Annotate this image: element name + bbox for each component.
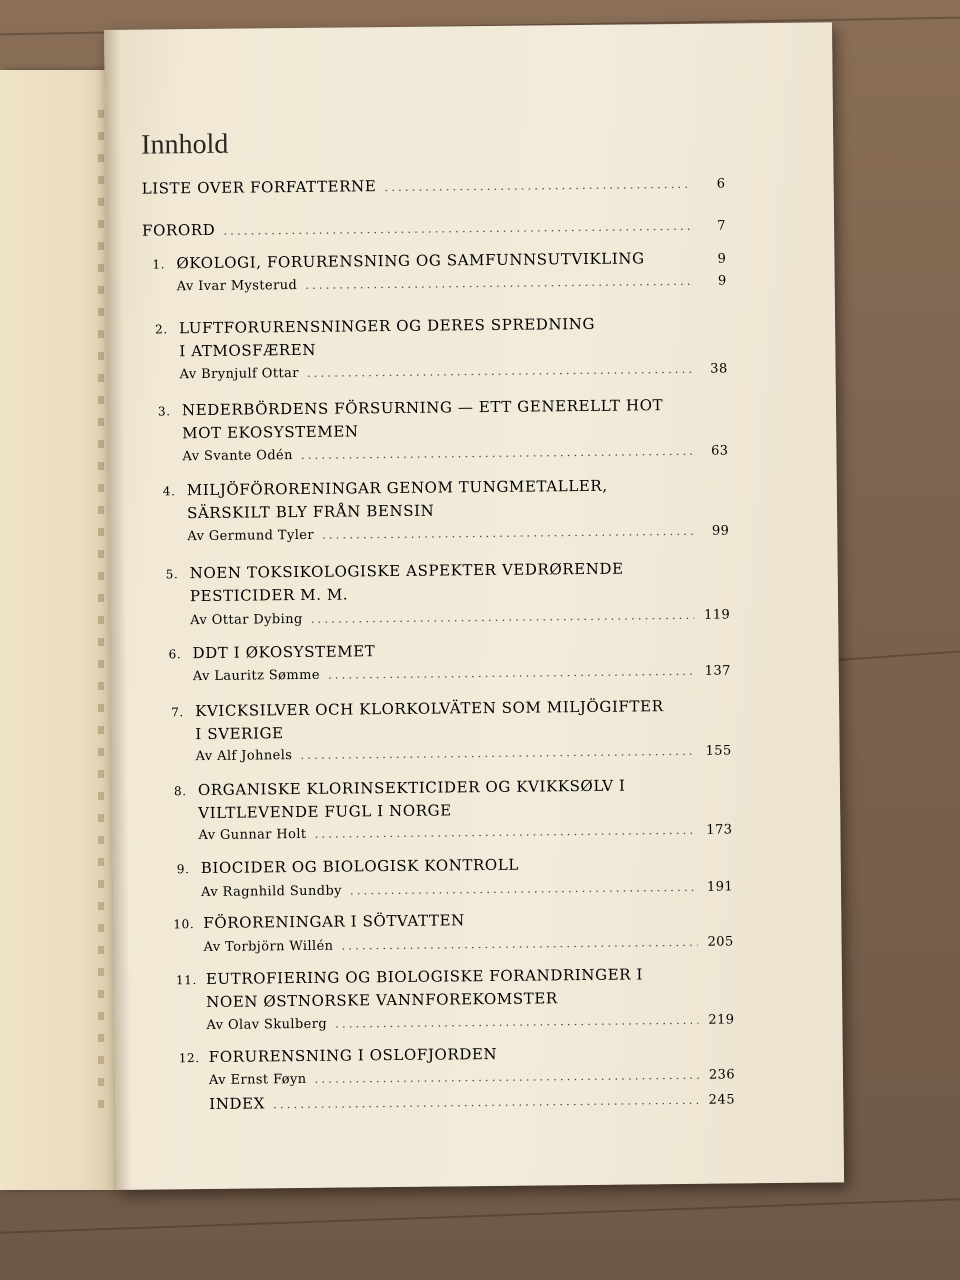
chapter-title: KVICKSILVER OCH KLORKOLVÄTEN SOM MILJÖGIFTER xyxy=(195,697,664,721)
chapter-title: NEDERBÖRDENS FÖRSURNING — ETT GENERELLT HOT xyxy=(181,396,664,420)
chapter-title-cont: SÄRSKILT BLY FRÅN BENSIN xyxy=(186,501,435,523)
chapter-title: BIOCIDER OG BIOLOGISK KONTROLL xyxy=(200,855,519,878)
toc-chapter-entry xyxy=(171,696,731,720)
chapter-author-line xyxy=(180,361,728,382)
chapter-number: 10. xyxy=(173,917,195,932)
chapter-title: ORGANISKE KLORINSEKTICIDER OG KVIKKSØLV I xyxy=(197,776,626,800)
leader-dots xyxy=(300,744,695,762)
index-label: INDEX xyxy=(209,1094,266,1113)
toc-chapter-entry xyxy=(166,558,730,582)
toc-chapter-entry xyxy=(168,638,730,662)
toc-page-number: 99 xyxy=(711,523,730,539)
chapter-author-line xyxy=(206,1012,734,1033)
toc-page-number: 191 xyxy=(706,879,734,895)
toc-page-number: 7 xyxy=(717,218,727,234)
chapter-author: Av Germund Tyler xyxy=(187,527,315,545)
toc-page-number: 137 xyxy=(704,663,731,679)
page-title: Innhold xyxy=(141,128,229,161)
chapter-title: MILJÖFÖRORENINGAR GENOM TUNGMETALLER, xyxy=(186,476,608,500)
toc-front-entry xyxy=(142,173,726,197)
leader-dots xyxy=(305,274,691,292)
chapter-author-line xyxy=(204,934,734,955)
chapter-title: EUTROFIERING OG BIOLOGISKE FORANDRINGER I xyxy=(205,965,644,988)
chapter-author-line xyxy=(187,523,729,544)
leader-dots xyxy=(322,524,693,542)
leader-dots xyxy=(301,444,693,462)
toc-page-number: 205 xyxy=(707,934,734,950)
chapter-title: LUFTFORURENSNINGER OG DERES SPREDNING xyxy=(179,314,596,338)
chapter-author: Av Ivar Mysterud xyxy=(176,277,298,295)
leader-dots xyxy=(314,823,696,841)
toc-chapter-entry xyxy=(174,775,732,799)
chapter-number: 7. xyxy=(171,705,184,720)
toc-page-number: 155 xyxy=(705,743,732,759)
contents-page xyxy=(104,22,844,1190)
chapter-author-line xyxy=(196,743,732,764)
toc-page-number: 6 xyxy=(716,176,726,192)
chapter-title-cont: NOEN ØSTNORSKE VANNFOREKOMSTER xyxy=(206,989,558,1011)
chapter-author: Av Gunnar Holt xyxy=(198,826,307,844)
chapter-author: Av Lauritz Sømme xyxy=(192,667,321,685)
chapter-number: 11. xyxy=(175,973,197,988)
leader-dots xyxy=(273,1093,699,1111)
leader-dots xyxy=(341,935,697,953)
toc-chapter-entry-cont xyxy=(179,336,727,360)
leader-dots xyxy=(307,362,692,380)
chapter-title: FÖRORENINGAR I SÖTVATTEN xyxy=(203,911,465,933)
toc-front-entry xyxy=(142,215,726,239)
toc-chapter-entry-cont xyxy=(206,987,734,1011)
leader-dots xyxy=(223,219,690,238)
toc-page-number: 236 xyxy=(708,1067,736,1083)
spine-stitching xyxy=(98,110,104,1110)
chapter-number: 1. xyxy=(152,257,166,272)
chapter-author: Av Torbjörn Willén xyxy=(203,938,334,956)
chapter-author-line xyxy=(190,607,730,628)
leader-dots xyxy=(314,1068,699,1086)
toc-chapter-entry-cont xyxy=(190,581,730,605)
chapter-title: FORURENSNING I OSLOFJORDEN xyxy=(208,1044,498,1066)
chapter-number: 5. xyxy=(165,567,179,582)
leader-dots xyxy=(311,608,695,626)
chapter-number: 6. xyxy=(168,647,182,662)
chapter-title: ØKOLOGI, FORURENSNING OG SAMFUNNSUTVIKLING xyxy=(176,249,645,273)
toc-chapter-entry xyxy=(177,853,733,877)
chapter-author: Av Olav Skulberg xyxy=(206,1016,328,1033)
toc-chapter-entry xyxy=(152,248,726,272)
toc-index-entry xyxy=(209,1089,735,1113)
chapter-number: 8. xyxy=(173,784,187,799)
toc-chapter-entry-cont xyxy=(187,498,729,522)
toc-page-number: 173 xyxy=(706,822,733,838)
chapter-title-cont: VILTLEVENDE FUGL I NORGE xyxy=(198,801,452,823)
chapter-title-cont: MOT EKOSYSTEMEN xyxy=(182,422,359,443)
leader-dots xyxy=(328,664,695,682)
chapter-author: Av Alf Johnels xyxy=(195,748,293,765)
chapter-title-cont: PESTICIDER M. M. xyxy=(189,585,349,606)
chapter-author: Av Ottar Dybing xyxy=(190,611,303,629)
toc-page-number: 245 xyxy=(708,1092,736,1108)
chapter-number: 12. xyxy=(178,1051,200,1066)
toc-page-number: 119 xyxy=(704,607,731,623)
toc-front-label: FORORD xyxy=(142,220,216,240)
chapter-author: Av Ragnhild Sundby xyxy=(200,883,342,901)
chapter-author-line xyxy=(198,822,732,843)
chapter-title-cont: I SVERIGE xyxy=(195,724,284,744)
chapter-title-cont: I ATMOSFÆREN xyxy=(179,340,317,361)
leader-dots xyxy=(350,880,697,898)
toc-front-label: LISTE OVER FORFATTERNE xyxy=(141,177,377,198)
toc-page-number: 219 xyxy=(708,1012,735,1028)
chapter-author: Av Ernst Føyn xyxy=(208,1071,307,1088)
toc-chapter-entry xyxy=(155,313,727,337)
toc-chapter-entry xyxy=(173,908,733,932)
toc-chapter-entry-cont xyxy=(198,798,732,822)
chapter-number: 9. xyxy=(176,862,190,877)
chapter-number: 4. xyxy=(162,484,176,499)
toc-chapter-entry xyxy=(158,395,728,419)
chapter-title: DDT I ØKOSYSTEMET xyxy=(192,642,376,663)
toc-chapter-entry xyxy=(163,475,729,499)
toc-chapter-entry-cont xyxy=(182,418,728,442)
chapter-author: Av Brynjulf Ottar xyxy=(179,365,299,383)
toc-chapter-entry-cont xyxy=(195,719,731,743)
chapter-author-line xyxy=(193,663,731,684)
toc-chapter-entry xyxy=(176,964,734,988)
chapter-number: 2. xyxy=(155,322,168,337)
chapter-author-line xyxy=(182,443,728,464)
toc-page-number: 9 xyxy=(717,273,727,289)
toc-page-number: 9 xyxy=(717,251,727,267)
chapter-author: Av Svante Odén xyxy=(182,448,293,465)
toc-page-number: 38 xyxy=(710,361,728,377)
chapter-author-line xyxy=(201,879,733,900)
toc-page-number: 63 xyxy=(711,443,729,459)
chapter-author-line xyxy=(177,273,727,294)
toc-chapter-entry xyxy=(179,1042,735,1066)
leader-dots xyxy=(384,177,689,194)
chapter-title: NOEN TOKSIKOLOGISKE ASPEKTER VEDRØRENDE xyxy=(189,559,624,583)
chapter-author-line xyxy=(209,1067,735,1088)
leader-dots xyxy=(335,1013,698,1031)
chapter-number: 3. xyxy=(157,404,171,419)
